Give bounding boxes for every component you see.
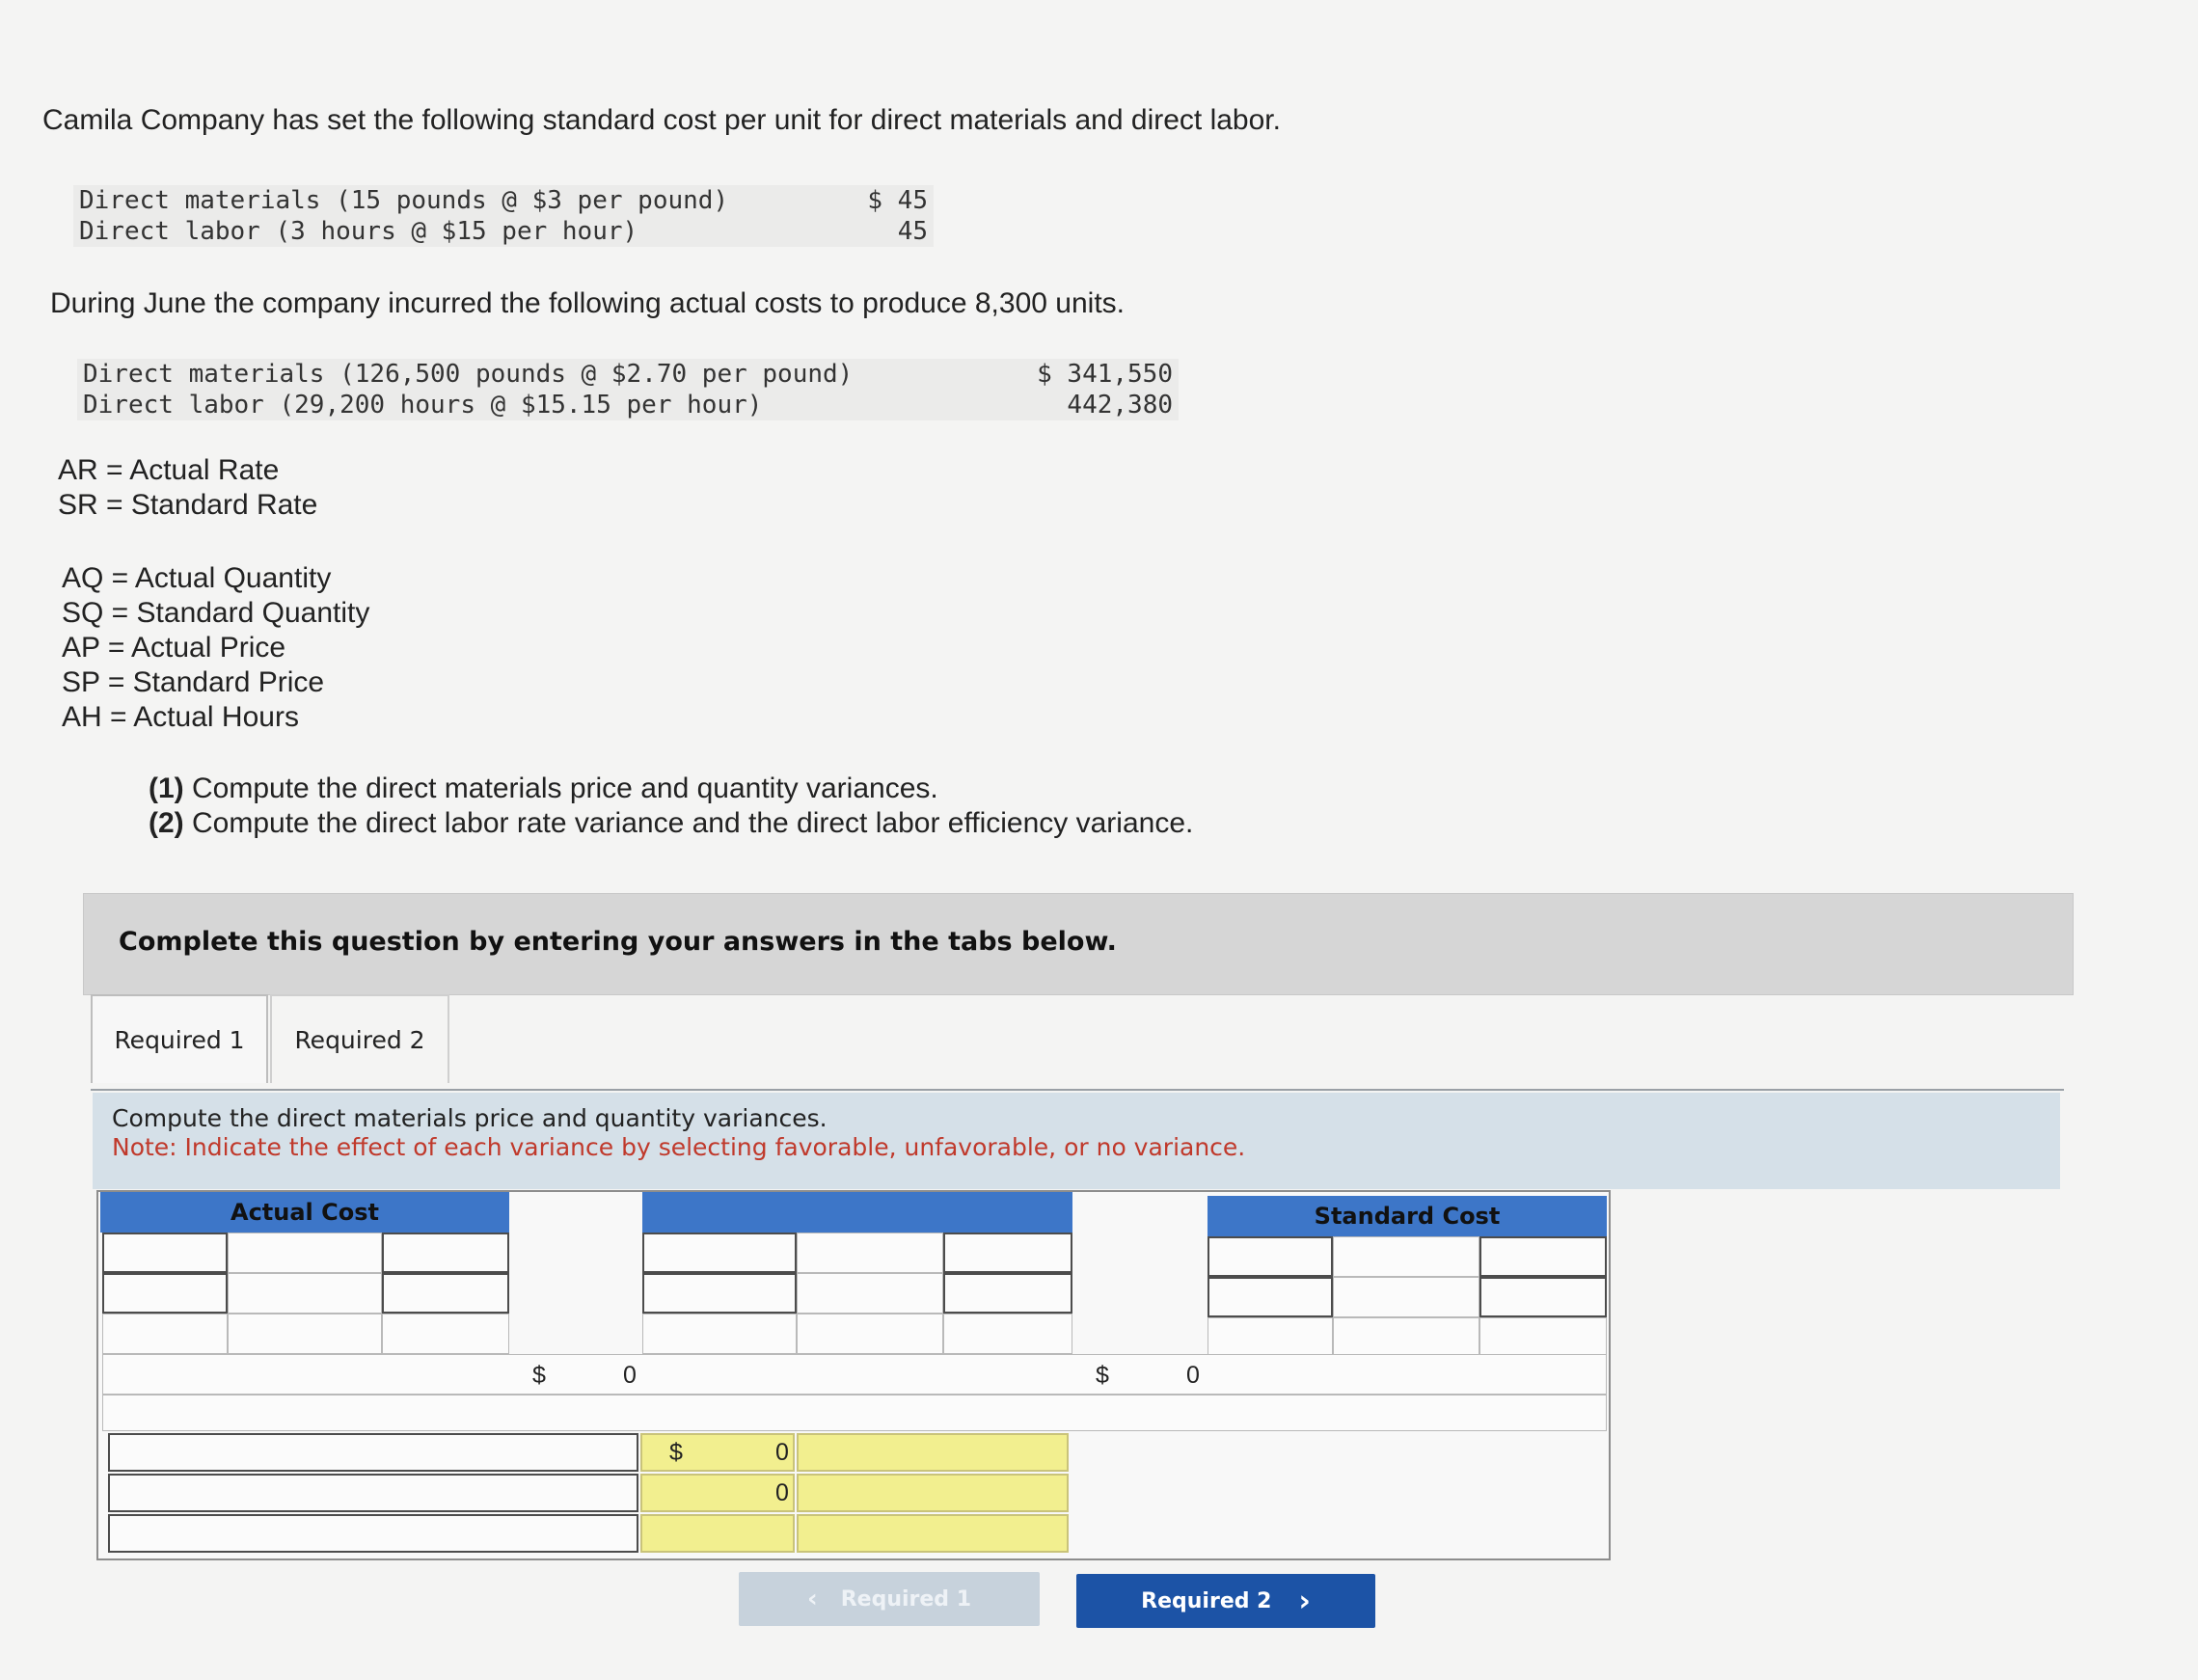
middle-operator-cell (797, 1273, 943, 1314)
variance-effect-select[interactable] (797, 1514, 1069, 1553)
requirement-number: (1) (149, 772, 184, 804)
standard-quantity-input[interactable] (1208, 1236, 1333, 1277)
actual-empty-cell (228, 1314, 382, 1354)
variance-amount-cell[interactable] (640, 1433, 795, 1472)
standard-total-value: 0 (1186, 1362, 1200, 1389)
standard-empty-cell (1479, 1317, 1607, 1358)
actual-cost-row (83, 390, 1173, 420)
instructions-banner (83, 893, 2074, 995)
variance-worksheet (96, 1190, 1611, 1560)
next-required-button[interactable] (1076, 1574, 1375, 1628)
actual-quantity-input[interactable] (102, 1273, 228, 1314)
actual-cost-header (100, 1192, 509, 1233)
middle-empty-cell (943, 1314, 1072, 1354)
middle-price-input[interactable] (943, 1273, 1072, 1314)
variance-dollar-sign: $ (669, 1439, 683, 1466)
legend-item: AR = Actual Rate (58, 454, 280, 486)
actual-quantity-input[interactable] (102, 1233, 228, 1273)
actual-cost-table (77, 359, 1179, 420)
cost-label: Direct materials (15 pounds @ $3 per pound) (79, 186, 729, 215)
middle-price-input[interactable] (943, 1233, 1072, 1273)
actual-intro: During June the company incurred the following actual costs to produce 8,300 units. (50, 287, 1125, 319)
legend-item: AP = Actual Price (62, 632, 286, 664)
tab-label: Required 1 (114, 1025, 245, 1054)
header-label: Standard Cost (1314, 1203, 1501, 1230)
variance-label-select[interactable] (108, 1433, 638, 1472)
cost-amount: 45 (897, 217, 928, 246)
middle-empty-cell (797, 1314, 943, 1354)
requirement-text: Compute the direct labor rate variance and the direct labor efficiency variance. (183, 807, 1194, 839)
instruction-note: Note: Indicate the effect of each variance by selecting favorable, unfavorable, or no variance. (112, 1133, 1246, 1161)
standard-empty-cell (1333, 1317, 1479, 1358)
standard-quantity-input[interactable] (1208, 1277, 1333, 1317)
cost-amount: $ 341,550 (1037, 360, 1173, 389)
problem-intro: Camila Company has set the following standard cost per unit for direct materials and direct labor. (42, 104, 1281, 136)
banner-text: Complete this question by entering your answers in the tabs below. (119, 927, 1117, 957)
legend-item: AQ = Actual Quantity (62, 562, 332, 594)
legend-item: SQ = Standard Quantity (62, 597, 370, 629)
cost-label: Direct labor (3 hours @ $15 per hour) (79, 217, 638, 246)
standard-price-input[interactable] (1479, 1236, 1607, 1277)
standard-cost-row (79, 185, 928, 216)
standard-cost-row (79, 216, 928, 247)
standard-operator-cell (1333, 1236, 1479, 1277)
instruction-panel (93, 1093, 2060, 1189)
price-variance-value: 0 (775, 1439, 789, 1466)
actual-empty-cell (102, 1314, 228, 1354)
actual-empty-cell (382, 1314, 509, 1354)
standard-total-dollar-sign: $ (1096, 1362, 1109, 1389)
requirement-item (149, 806, 1193, 841)
middle-operator-cell (797, 1233, 943, 1273)
variance-effect-select[interactable] (797, 1433, 1069, 1472)
quantity-variance-value: 0 (775, 1479, 789, 1506)
requirements-list (149, 772, 1193, 841)
rate-legend (58, 453, 317, 523)
legend-item: SP = Standard Price (62, 666, 325, 698)
variance-label-select[interactable] (108, 1514, 638, 1553)
legend-item: AH = Actual Hours (62, 701, 299, 733)
requirement-item (149, 772, 1193, 806)
legend-item: SR = Standard Rate (58, 489, 318, 521)
middle-quantity-input[interactable] (642, 1233, 797, 1273)
standard-cost-table (73, 185, 934, 247)
instruction-text: Compute the direct materials price and quantity variances. (112, 1104, 828, 1132)
button-label: Required 2 (1141, 1588, 1272, 1613)
variance-amount-cell[interactable] (640, 1514, 795, 1553)
actual-total-value: 0 (623, 1362, 637, 1389)
quantity-legend (62, 561, 369, 735)
prev-required-button[interactable] (739, 1572, 1040, 1626)
actual-price-input[interactable] (382, 1273, 509, 1314)
middle-empty-cell (642, 1314, 797, 1354)
spacer-row (102, 1395, 1607, 1431)
chevron-left-icon: ‹ (806, 1585, 818, 1613)
variance-amount-cell[interactable] (640, 1474, 795, 1512)
standard-cost-header (1208, 1196, 1607, 1236)
cost-amount: 442,380 (1067, 391, 1173, 420)
requirement-number: (2) (149, 807, 184, 839)
actual-price-input[interactable] (382, 1233, 509, 1273)
header-label: Actual Cost (231, 1199, 379, 1226)
cost-label: Direct materials (126,500 pounds @ $2.70 per pound) (83, 360, 854, 389)
tab-required-2[interactable] (270, 994, 449, 1083)
standard-price-input[interactable] (1479, 1277, 1607, 1317)
cost-amount: $ 45 (867, 186, 928, 215)
standard-empty-cell (1208, 1317, 1333, 1358)
cost-label: Direct labor (29,200 hours @ $15.15 per hour) (83, 391, 763, 420)
middle-header (642, 1192, 1072, 1233)
chevron-right-icon: › (1298, 1584, 1311, 1618)
requirement-text: Compute the direct materials price and quantity variances. (183, 772, 938, 804)
tab-label: Required 2 (294, 1025, 425, 1054)
totals-row (102, 1354, 1607, 1395)
tab-required-1[interactable] (91, 994, 268, 1083)
variance-label-select[interactable] (108, 1474, 638, 1512)
actual-total-dollar-sign: $ (532, 1362, 546, 1389)
middle-quantity-input[interactable] (642, 1273, 797, 1314)
variance-effect-select[interactable] (797, 1474, 1069, 1512)
standard-operator-cell (1333, 1277, 1479, 1317)
button-label: Required 1 (840, 1586, 972, 1612)
tab-divider (91, 1089, 2064, 1091)
actual-operator-cell (228, 1273, 382, 1314)
actual-operator-cell (228, 1233, 382, 1273)
actual-cost-row (83, 359, 1173, 390)
